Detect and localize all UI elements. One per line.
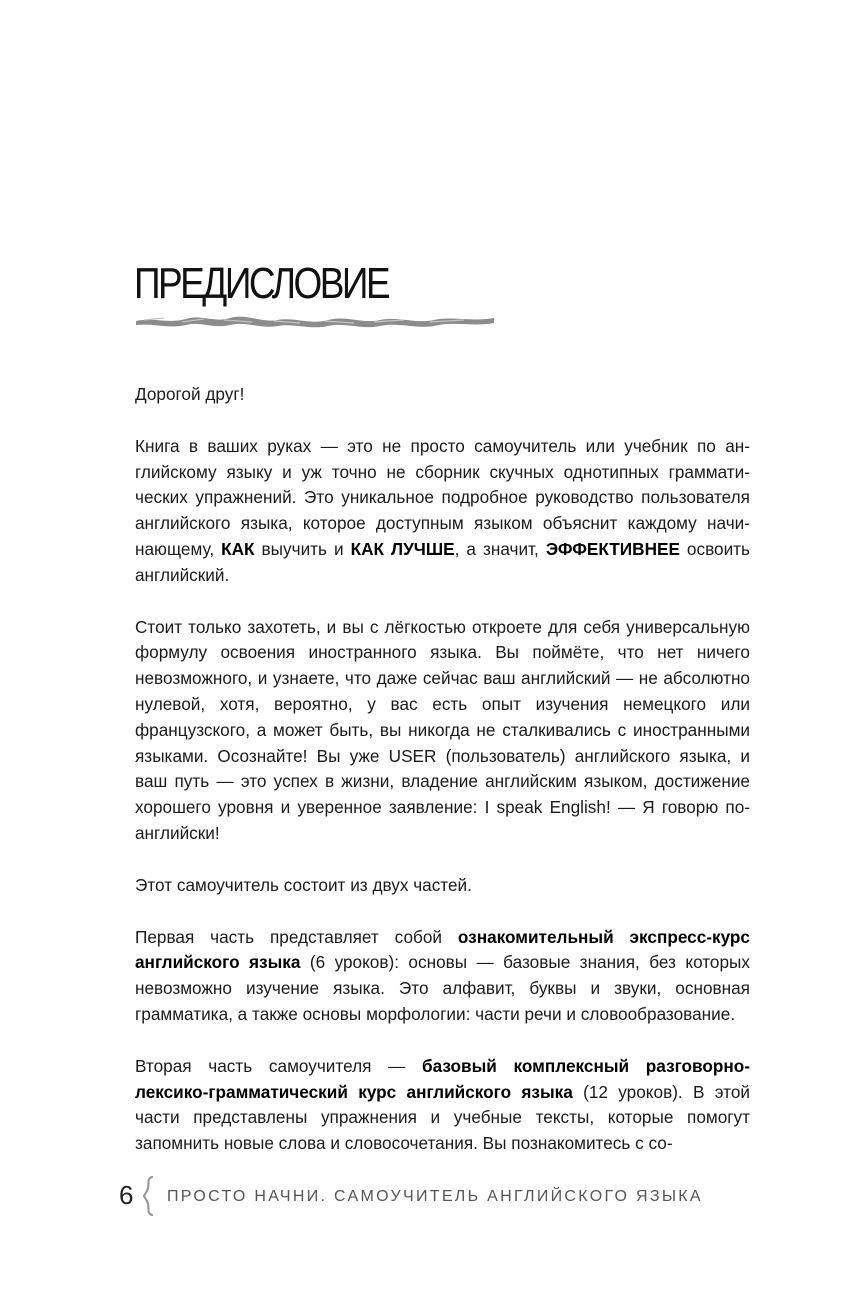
paragraph-1: Книга в ваших руках — это не просто самоучитель или учебник по английскому языку и уж точно не сборник скучных однотипных грамматических упражнений. Это уникальное подробное руководство пользователя английского языка, которое доступным языком объяснит каждому начинающему, КАК выучить и КАК ЛУЧШЕ, а значит, ЭФФЕКТИВНЕЕ освоить английский. [135, 435, 751, 585]
brush-underline [134, 308, 496, 334]
page-number: 6 [119, 1180, 134, 1210]
greeting: Дорогой друг! [135, 384, 245, 404]
paragraph-3: Этот самоучитель состоит из двух частей. [135, 874, 472, 895]
body-text [135, 382, 750, 1183]
page-title: ПРЕДИСЛОВИЕ [134, 259, 389, 308]
paragraph-2: Стоит только захотеть, и вы с лёгкостью откроете для себя универсальную формулу освоения иностранного языка. Вы поймёте, что нет ничего невозможного, и узнаете, что даже сейчас ваш английский — не абсолютно нулевой, хотя, вероятно, у вас есть опыт изучения немецкого или французского, а может быть, вы никогда не сталкивались с иностранными языками. Осознайте! Вы уже USER (пользователь) английского языка, и ваш путь — это успех в жизни, владение английским языком, достижение хорошего уровня и уверенное заявление: I speak English! — Я говорю по-английски! [135, 616, 750, 843]
paragraph-5: Вторая часть самоучителя — базовый комплексный разговорно-лексико-грамматический курс английского языка (12 уроков). В этой части представлены упражнения и учебные тексты, которые помогут запомнить новые слова и словосочетания. Вы познакомитесь с со- [135, 1055, 751, 1154]
paragraph-4: Первая часть представляет собой ознакомительный экспресс-курс английского языка (6 уроков): основы — базовые знания, без которых невозможно изучение языка. Это алфавит, буквы и звуки, основная грамматика, а также основы морфологии: части речи и словообразование. [135, 926, 750, 1024]
brace-icon [143, 1176, 157, 1216]
running-title: ПРОСТО НАЧНИ. САМОУЧИТЕЛЬ АНГЛИЙСКОГО ЯЗЫКА [167, 1188, 703, 1205]
